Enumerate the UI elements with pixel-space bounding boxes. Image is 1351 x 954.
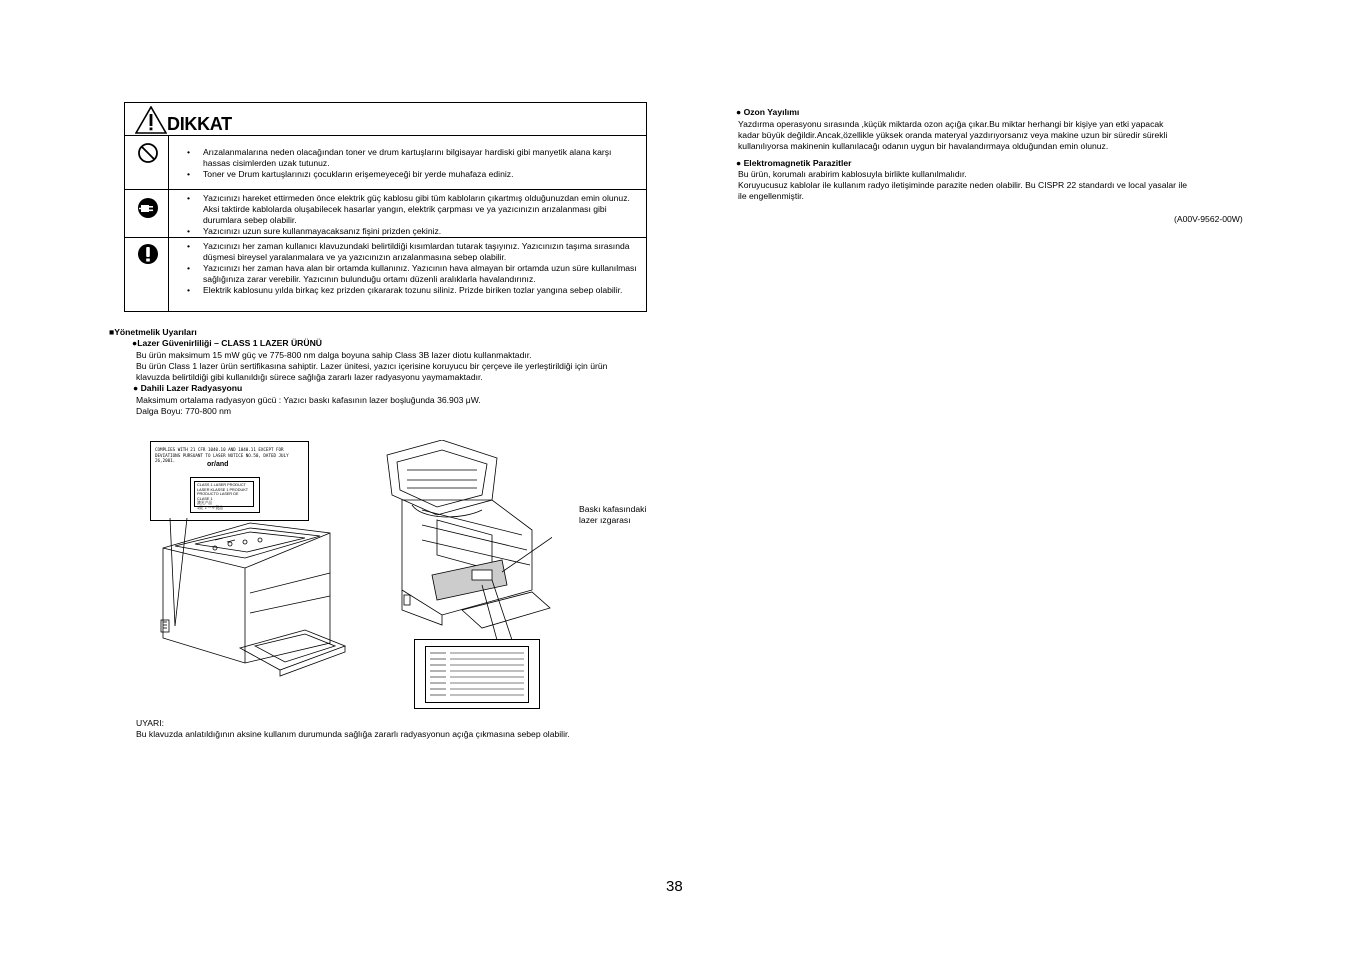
list-item: • Yazıcınızı her zaman hava alan bir ortamda kullanınız. Yazıcının hava almayan bir ortamda uzun süre kullanılması sağlığınıza zarar verebilir. Yazıcının bulunduğu ortamı düzenli aralıklarla havalandırınız. — [187, 263, 640, 285]
text-line: Dalga Boyu: 770-800 nm — [136, 406, 232, 416]
ozone-heading: ● Ozon Yayılımı — [736, 107, 800, 117]
list-item: • Yazıcınızı uzun sure kullanmayacaksanız fişini prizden çekiniz. — [187, 226, 640, 237]
printer-illustration-right — [382, 440, 552, 640]
list-item: • Arızalanmalarına neden olacağından toner ve drum kartuşlarını bilgisayar hardiski gibi manyetik alana karşı hassas cisimlerden uzak tutunuz. — [187, 147, 640, 169]
class1-label — [190, 477, 260, 513]
unplug-icon — [137, 197, 159, 219]
text-line: Bu ürün Class 1 lazer ürün sertifikasına sahiptir. Lazer ünitesi, yazıcı içerisine koruyucu bir çerçeve ile yerleştirildiği için ürün — [136, 361, 608, 371]
caution-list-2 — [187, 193, 640, 237]
text-line: Yazdırma operasyonu sırasında ,küçük miktarda ozon açığa çıkar.Bu miktar herhangi bir kişiye yan etki yapacak — [738, 119, 1164, 129]
laser-grid-callout — [579, 504, 646, 526]
regulations-heading: ■Yönetmelik Uyarıları — [109, 327, 197, 337]
text-line: ile engellenmiştir. — [738, 191, 804, 201]
compliance-label-callout — [150, 441, 309, 521]
text-line: kadar büyük değildir.Ancak,özellikle yüksek oranda materyal yazdırıyorsanız veya makine uzun bir süredir sürekli — [738, 130, 1168, 140]
caution-section-2 — [125, 189, 646, 238]
text-line: PRODUCTO LASER DE CLASE 1 — [197, 492, 239, 501]
warning-label: UYARI: — [136, 718, 165, 728]
text-line: Maksimum ortalama radyasyon gücü : Yazıcı baskı kafasının lazer boşluğunda 36.903 μW. — [136, 395, 481, 405]
page-number: 38 — [666, 878, 683, 895]
laser-safety-heading: ●Lazer Güvenirliliği – CLASS 1 LAZER ÜRÜNÜ — [132, 338, 322, 348]
document-code: (A00V-9562-00W) — [1174, 214, 1243, 224]
text-line: Koruyucusuz kablolar ile kullanım radyo iletişiminde parazite neden olabilir. Bu CISPR 22 standardı ve local yasalar ile — [738, 180, 1188, 190]
caution-list-1 — [187, 147, 640, 180]
laser-safety-text — [136, 350, 607, 383]
compliance-label-text — [155, 447, 308, 464]
exclamation-icon — [137, 243, 159, 265]
text-line: Baskı kafasındaki — [579, 504, 647, 514]
class1-label-inner — [194, 481, 254, 510]
warning-label-sticker — [425, 646, 529, 703]
caution-section-3 — [125, 237, 646, 313]
caution-header — [125, 103, 646, 135]
list-item: • Toner ve Drum kartuşlarınızı çocukların erişemeyeceği bir yerde muhafaza ediniz. — [187, 169, 640, 180]
text-line: klavuzda belirtildiği gibi kullanıldığı sürece sağlığa zararlı lazer radyasyonu yaymamaktadır. — [136, 372, 483, 382]
printer-illustration-left — [155, 518, 350, 693]
internal-laser-text — [136, 395, 481, 417]
text-line: 激光产品 — [197, 501, 213, 506]
caution-section-1 — [125, 135, 646, 190]
text-line: CLASS 1 LASER PRODUCT — [197, 483, 246, 487]
internal-laser-heading: ● Dahili Lazer Radyasyonu — [133, 383, 243, 393]
warning-label-callout — [414, 639, 540, 709]
warning-label-lines — [426, 647, 528, 702]
warning-triangle-icon — [135, 106, 167, 134]
text-line: lazer ızgarası — [579, 515, 631, 525]
text-line: Bu ürün, korumalı arabirim kablosuyla birlikte kullanılmalıdır. — [738, 169, 967, 179]
text-line: LASER KLASSE 1 PRODUKT — [197, 487, 249, 492]
prohibition-icon — [137, 142, 159, 164]
em-text — [738, 169, 1187, 202]
text-line: 1級 レーザ製品 — [197, 505, 223, 510]
list-item: • Elektrik kablosunu yılda birkaç kez prizden çıkararak tozunu siliniz. Prizde biriken tozlar yangına sebep olabilir. — [187, 285, 640, 296]
warning-text: Bu klavuzda anlatıldığının aksine kullanım durumunda sağlığa zararlı radyasyonun açığa çıkmasına sebep olabilir. — [136, 729, 570, 739]
text-line: DEVIATIONS PURSUANT TO LASER NOTICE NO.50, DATED JULY 26,2001. — [155, 452, 289, 463]
text-line: kullanılıyorsa makinenin kullanılacağı odanın uygun bir havalandırmaya olduğundan emin olunuz. — [738, 141, 1109, 151]
label-or-and: or/and — [207, 461, 229, 468]
list-item: • Yazıcınızı her zaman kullanıcı klavuzundaki belirtildiği kısımlardan tutarak taşıyınız. Yazıcınızın taşıma sırasında düşmesi bireysel yaralanmalara ve ya yazıcınızın arızalanmasına sebep olabilir. — [187, 241, 640, 263]
em-heading: ● Elektromagnetik Parazitler — [736, 158, 852, 168]
text-line: Bu ürün maksimum 15 mW güç ve 775-800 nm dalga boyuna sahip Class 3B lazer diotu kullanmaktadır. — [136, 350, 532, 360]
caution-title: DIKKAT — [167, 114, 232, 134]
ozone-text — [738, 119, 1167, 152]
list-item: • Yazıcınızı hareket ettirmeden önce elektrik güç kablosu gibi tüm kabloların çıkartmış olduğunuzdan emin olunuz. Aksi taktirde kablolarda oluşabilecek hasarlar yangın, elektrik çarpması ve ya yazıcınızın arızalanması gibi durumlara sebep olabilir. — [187, 193, 640, 226]
text-line: COMPLIES WITH 21 CFR 1040.10 AND 1040.11 EXCEPT FOR — [155, 447, 284, 452]
caution-box — [124, 102, 647, 312]
caution-list-3 — [187, 241, 640, 296]
